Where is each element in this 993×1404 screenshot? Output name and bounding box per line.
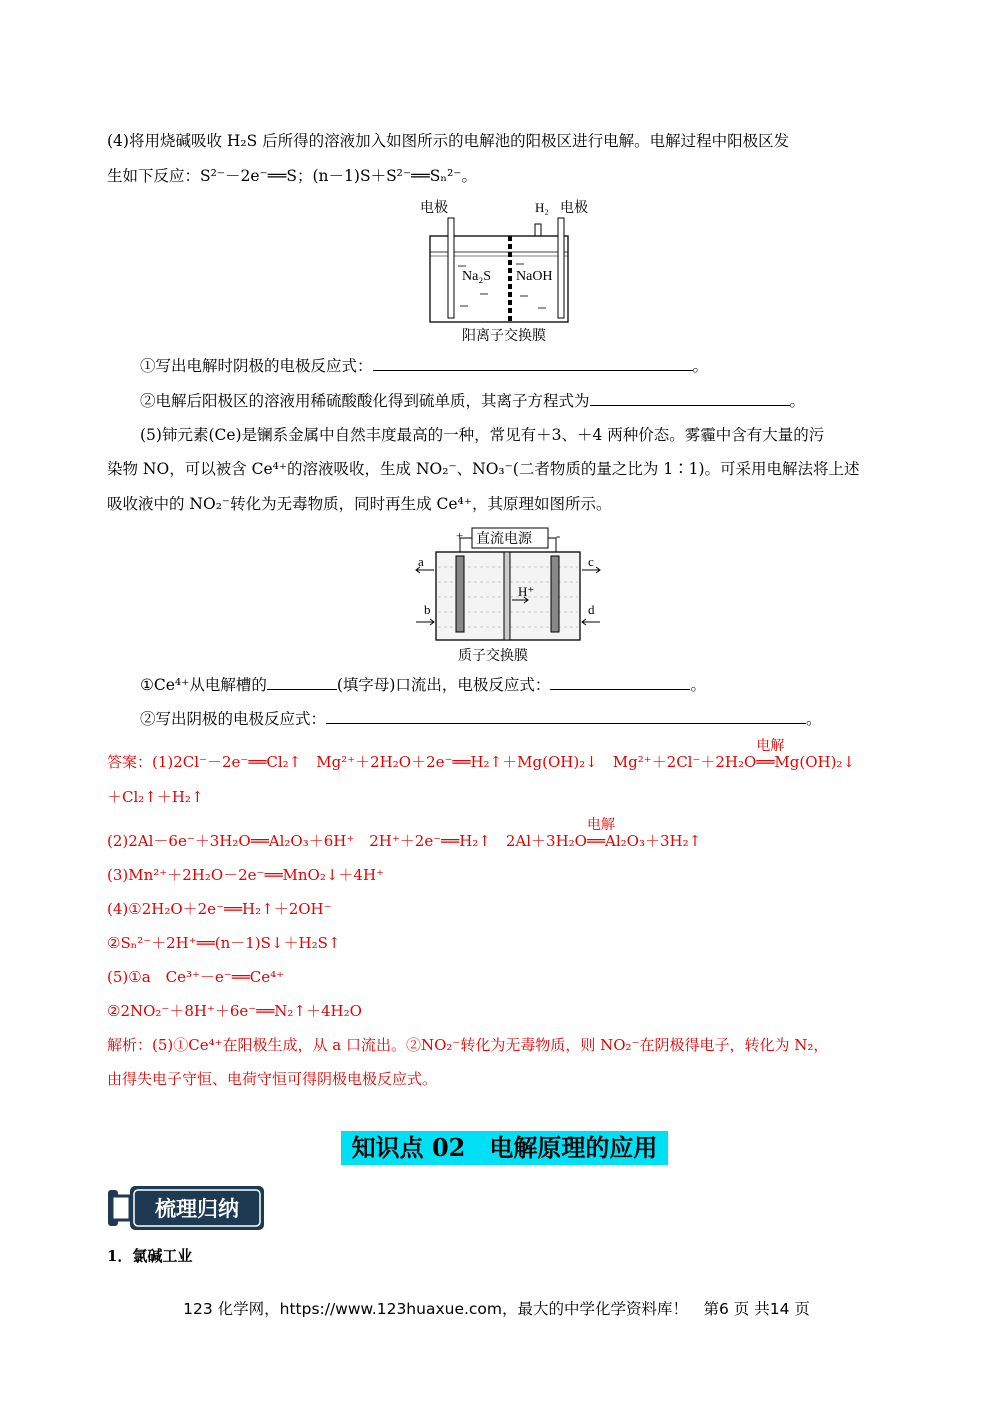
electrolysis-condition: 电解 ══ xyxy=(756,738,785,771)
item-chlor-alkali: 1．氯碱工业 xyxy=(107,1247,193,1265)
electrolysis-condition: 电解 ══ xyxy=(586,817,615,850)
analysis-line1: 解析：(5)①Ce⁴⁺在阳极生成，从 a 口流出。②NO₂⁻转化为无毒物质，则 NO₂⁻在阴极得电子，转化为 N₂， xyxy=(107,1036,829,1054)
q4-sub2: ②电解后阳极区的溶液用稀硫酸酸化得到硫单质，其离子方程式为 。 xyxy=(140,392,806,410)
answer-line4: (3)Mn²⁺＋2H₂O－2e⁻══MnO₂↓＋4H⁺ xyxy=(107,866,384,884)
answer-line6: ②Sₙ²⁻＋2H⁺══(n－1)S↓＋H₂S↑ xyxy=(107,934,341,952)
answer-line1: 答案：(1)2Cl⁻－2e⁻══Cl₂↑ Mg²⁺＋2H₂O＋2e⁻══H₂↑＋Mg(OH)₂↓ Mg²⁺＋2Cl⁻＋2H₂O 电解 ══Mg(OH)₂↓ xyxy=(107,738,856,771)
fig2-cathode xyxy=(551,556,559,632)
fig2-membrane-label: 质子交换膜 xyxy=(458,649,528,664)
analysis-line2: 由得失电子守恒、电荷守恒可得阴极电极反应式。 xyxy=(107,1070,438,1088)
svg-text:a: a xyxy=(418,554,424,569)
svg-text:-: - xyxy=(556,528,561,543)
answer-blank[interactable] xyxy=(550,675,690,690)
fig2-membrane xyxy=(504,552,510,640)
q5-sub1: ①Ce⁴⁺从电解槽的 (填字母)口流出，电极反应式： 。 xyxy=(140,676,706,694)
q5-line1: (5)铈元素(Ce)是镧系金属中自然丰度最高的一种，常见有＋3、＋4 两种价态。雾霾中含有大量的污 xyxy=(140,426,825,444)
svg-text:d: d xyxy=(588,602,595,617)
answer-blank[interactable] xyxy=(267,675,337,690)
fig1-h2-label: H₂ xyxy=(535,200,549,215)
section-tag-label: 梳理归纳 xyxy=(155,1197,239,1221)
answer-blank[interactable] xyxy=(373,356,693,371)
q4-line2: 生如下反应：S²⁻－2e⁻══S；(n－1)S＋S²⁻══Sₙ²⁻。 xyxy=(107,167,477,185)
section-tag xyxy=(108,1186,264,1230)
fig1-right-electrode-label: 电极 xyxy=(560,201,588,216)
fig1-right-electrode xyxy=(558,218,564,318)
fig2-anode xyxy=(456,556,464,632)
svg-text:b: b xyxy=(424,602,431,617)
electrolysis-cell-figure-1 xyxy=(420,196,588,346)
fig1-membrane-label: 阳离子交换膜 xyxy=(462,329,546,344)
q5-sub2: ②写出阴极的电极反应式： 。 xyxy=(140,710,822,728)
q5-line2: 染物 NO，可以被含 Ce⁴⁺的溶液吸收，生成 NO₂⁻、NO₃⁻(二者物质的量之比为 1∶1)。可采用电解法将上述 xyxy=(107,460,860,478)
q4-line1: (4)将用烧碱吸收 H₂S 后所得的溶液加入如图所示的电解池的阳极区进行电解。电解过程中阳极区发 xyxy=(107,132,790,150)
fig2-ion-label: H⁺ xyxy=(518,584,535,599)
answer-blank[interactable] xyxy=(590,391,790,406)
q5-line3: 吸收液中的 NO₂⁻转化为无毒物质，同时再生成 Ce⁴⁺，其原理如图所示。 xyxy=(107,495,612,513)
section-title: 知识点 02 电解原理的应用 xyxy=(341,1131,668,1165)
answer-line7: (5)①a Ce³⁺－e⁻══Ce⁴⁺ xyxy=(107,968,285,986)
fig1-left-electrode xyxy=(448,218,454,318)
svg-text:+: + xyxy=(456,528,464,543)
answer-blank[interactable] xyxy=(326,709,806,724)
page-footer: 123 化学网，https://www.123huaxue.com，最大的中学化学资料库！ 第6 页 共14 页 xyxy=(183,1300,810,1318)
answer-line5: (4)①2H₂O＋2e⁻══H₂↑＋2OH⁻ xyxy=(107,900,332,918)
q4-sub1: ①写出电解时阴极的电极反应式： 。 xyxy=(140,357,709,375)
electrolysis-cell-figure-2 xyxy=(416,522,600,667)
fig1-left-electrode-label: 电极 xyxy=(420,201,448,216)
fig1-na2s-label: Na₂S xyxy=(462,269,491,284)
answer-line3: (2)2Al－6e⁻＋3H₂O══Al₂O₃＋6H⁺ 2H⁺＋2e⁻══H₂↑ 2Al＋3H₂O 电解 ══Al₂O₃＋3H₂↑ xyxy=(107,817,702,850)
fig1-naoh-label: NaOH xyxy=(516,269,553,284)
svg-text:c: c xyxy=(588,554,594,569)
fig2-power-label: 直流电源 xyxy=(476,532,532,547)
answer-line8: ②2NO₂⁻＋8H⁺＋6e⁻══N₂↑＋4H₂O xyxy=(107,1002,362,1020)
answer-line2: ＋Cl₂↑＋H₂↑ xyxy=(107,788,204,806)
